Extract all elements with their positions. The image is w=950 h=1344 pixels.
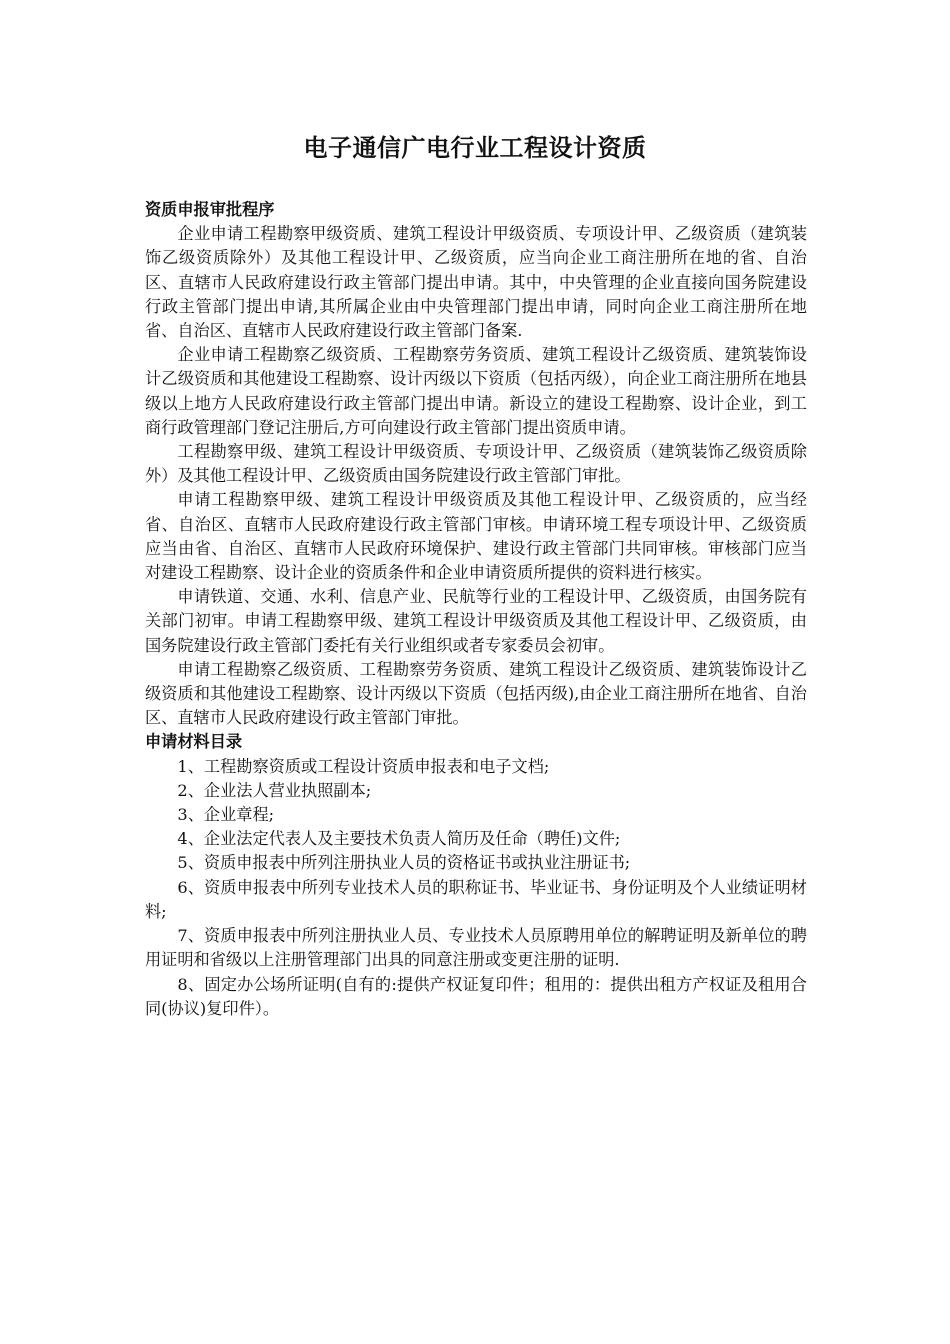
list-item: 4、企业法定代表人及主要技术负责人简历及任命（聘任)文件; [177,829,621,849]
list-item: 2、企业法人营业执照副本; [177,780,372,800]
list-item: 3、企业章程; [177,805,275,825]
paragraph: 工程勘察甲级、建筑工程设计甲级资质、专项设计甲、乙级资质（建筑装饰乙级资质除外）及其他工程设计甲、乙级资质由国务院建设行政主管部门审批。 [145,442,807,486]
paragraph: 申请工程勘察乙级资质、工程勘察劳务资质、建筑工程设计乙级资质、建筑装饰设计乙级资质和其他建设工程勘察、设计丙级以下资质（包括丙级),由企业工商注册所在地省、自治区、直辖市人民政府建设行政主管部门审批。 [145,659,807,728]
paragraph: 企业申请工程勘察甲级资质、建筑工程设计甲级资质、专项设计甲、乙级资质（建筑装饰乙级资质除外）及其他工程设计甲、乙级资质，应当向企业工商注册所在地的省、自治区、直辖市人民政府建设行政主管部门提出申请。其中，中央管理的企业直接向国务院建设行政主管部门提出申请,其所属企业由中央管理部门提出申请，同时向企业工商注册所在地省、自治区、直辖市人民政府建设行政主管部门备案. [145,224,807,341]
list-item: 5、资质申报表中所列注册执业人员的资格证书或执业注册证书; [177,853,631,873]
paragraph: 企业申请工程勘察乙级资质、工程勘察劳务资质、建筑工程设计乙级资质、建筑装饰设计乙级资质和其他建设工程勘察、设计丙级以下资质（包括丙级），向企业工商注册所在地县级以上地方人民政府建设行政主管部门提出申请。新设立的建设工程勘察、设计企业，到工商行政管理部门登记注册后,方可向建设行政主管部门提出资质申请。 [145,345,807,437]
list-item: 7、资质申报表中所列注册执业人员、专业技术人员原聘用单位的解聘证明及新单位的聘用证明和省级以上注册管理部门出具的同意注册或变更注册的证明. [145,926,807,970]
document-title: 电子通信广电行业工程设计资质 [303,134,647,162]
section-heading-approval-procedure: 资质申报审批程序 [145,200,275,219]
list-item: 6、资质申报表中所列专业技术人员的职称证书、毕业证书、身份证明及个人业绩证明材料; [145,877,807,921]
paragraph: 申请工程勘察甲级、建筑工程设计甲级资质及其他工程设计甲、乙级资质的，应当经省、自治区、直辖市人民政府建设行政主管部门审核。申请环境工程专项设计甲、乙级资质应当由省、自治区、直辖市人民政府环境保护、建设行政主管部门共同审核。审核部门应当对建设工程勘察、设计企业的资质条件和企业申请资质所提供的资料进行核实。 [145,490,807,583]
section-heading-materials-list: 申请材料目录 [145,732,243,752]
document-body [145,198,807,1021]
paragraph: 申请铁道、交通、水利、信息产业、民航等行业的工程设计甲、乙级资质，由国务院有关部门初审。申请工程勘察甲级、建筑工程设计甲级资质及其他工程设计甲、乙级资质，由国务院建设行政主管部门委托有关行业组织或者专家委员会初审。 [145,587,807,655]
list-item: 8、固定办公场所证明(自有的:提供产权证复印件；租用的：提供出租方产权证及租用合同(协议)复印件）。 [145,974,807,1018]
list-item: 1、工程勘察资质或工程设计资质申报表和电子文档; [177,756,550,776]
